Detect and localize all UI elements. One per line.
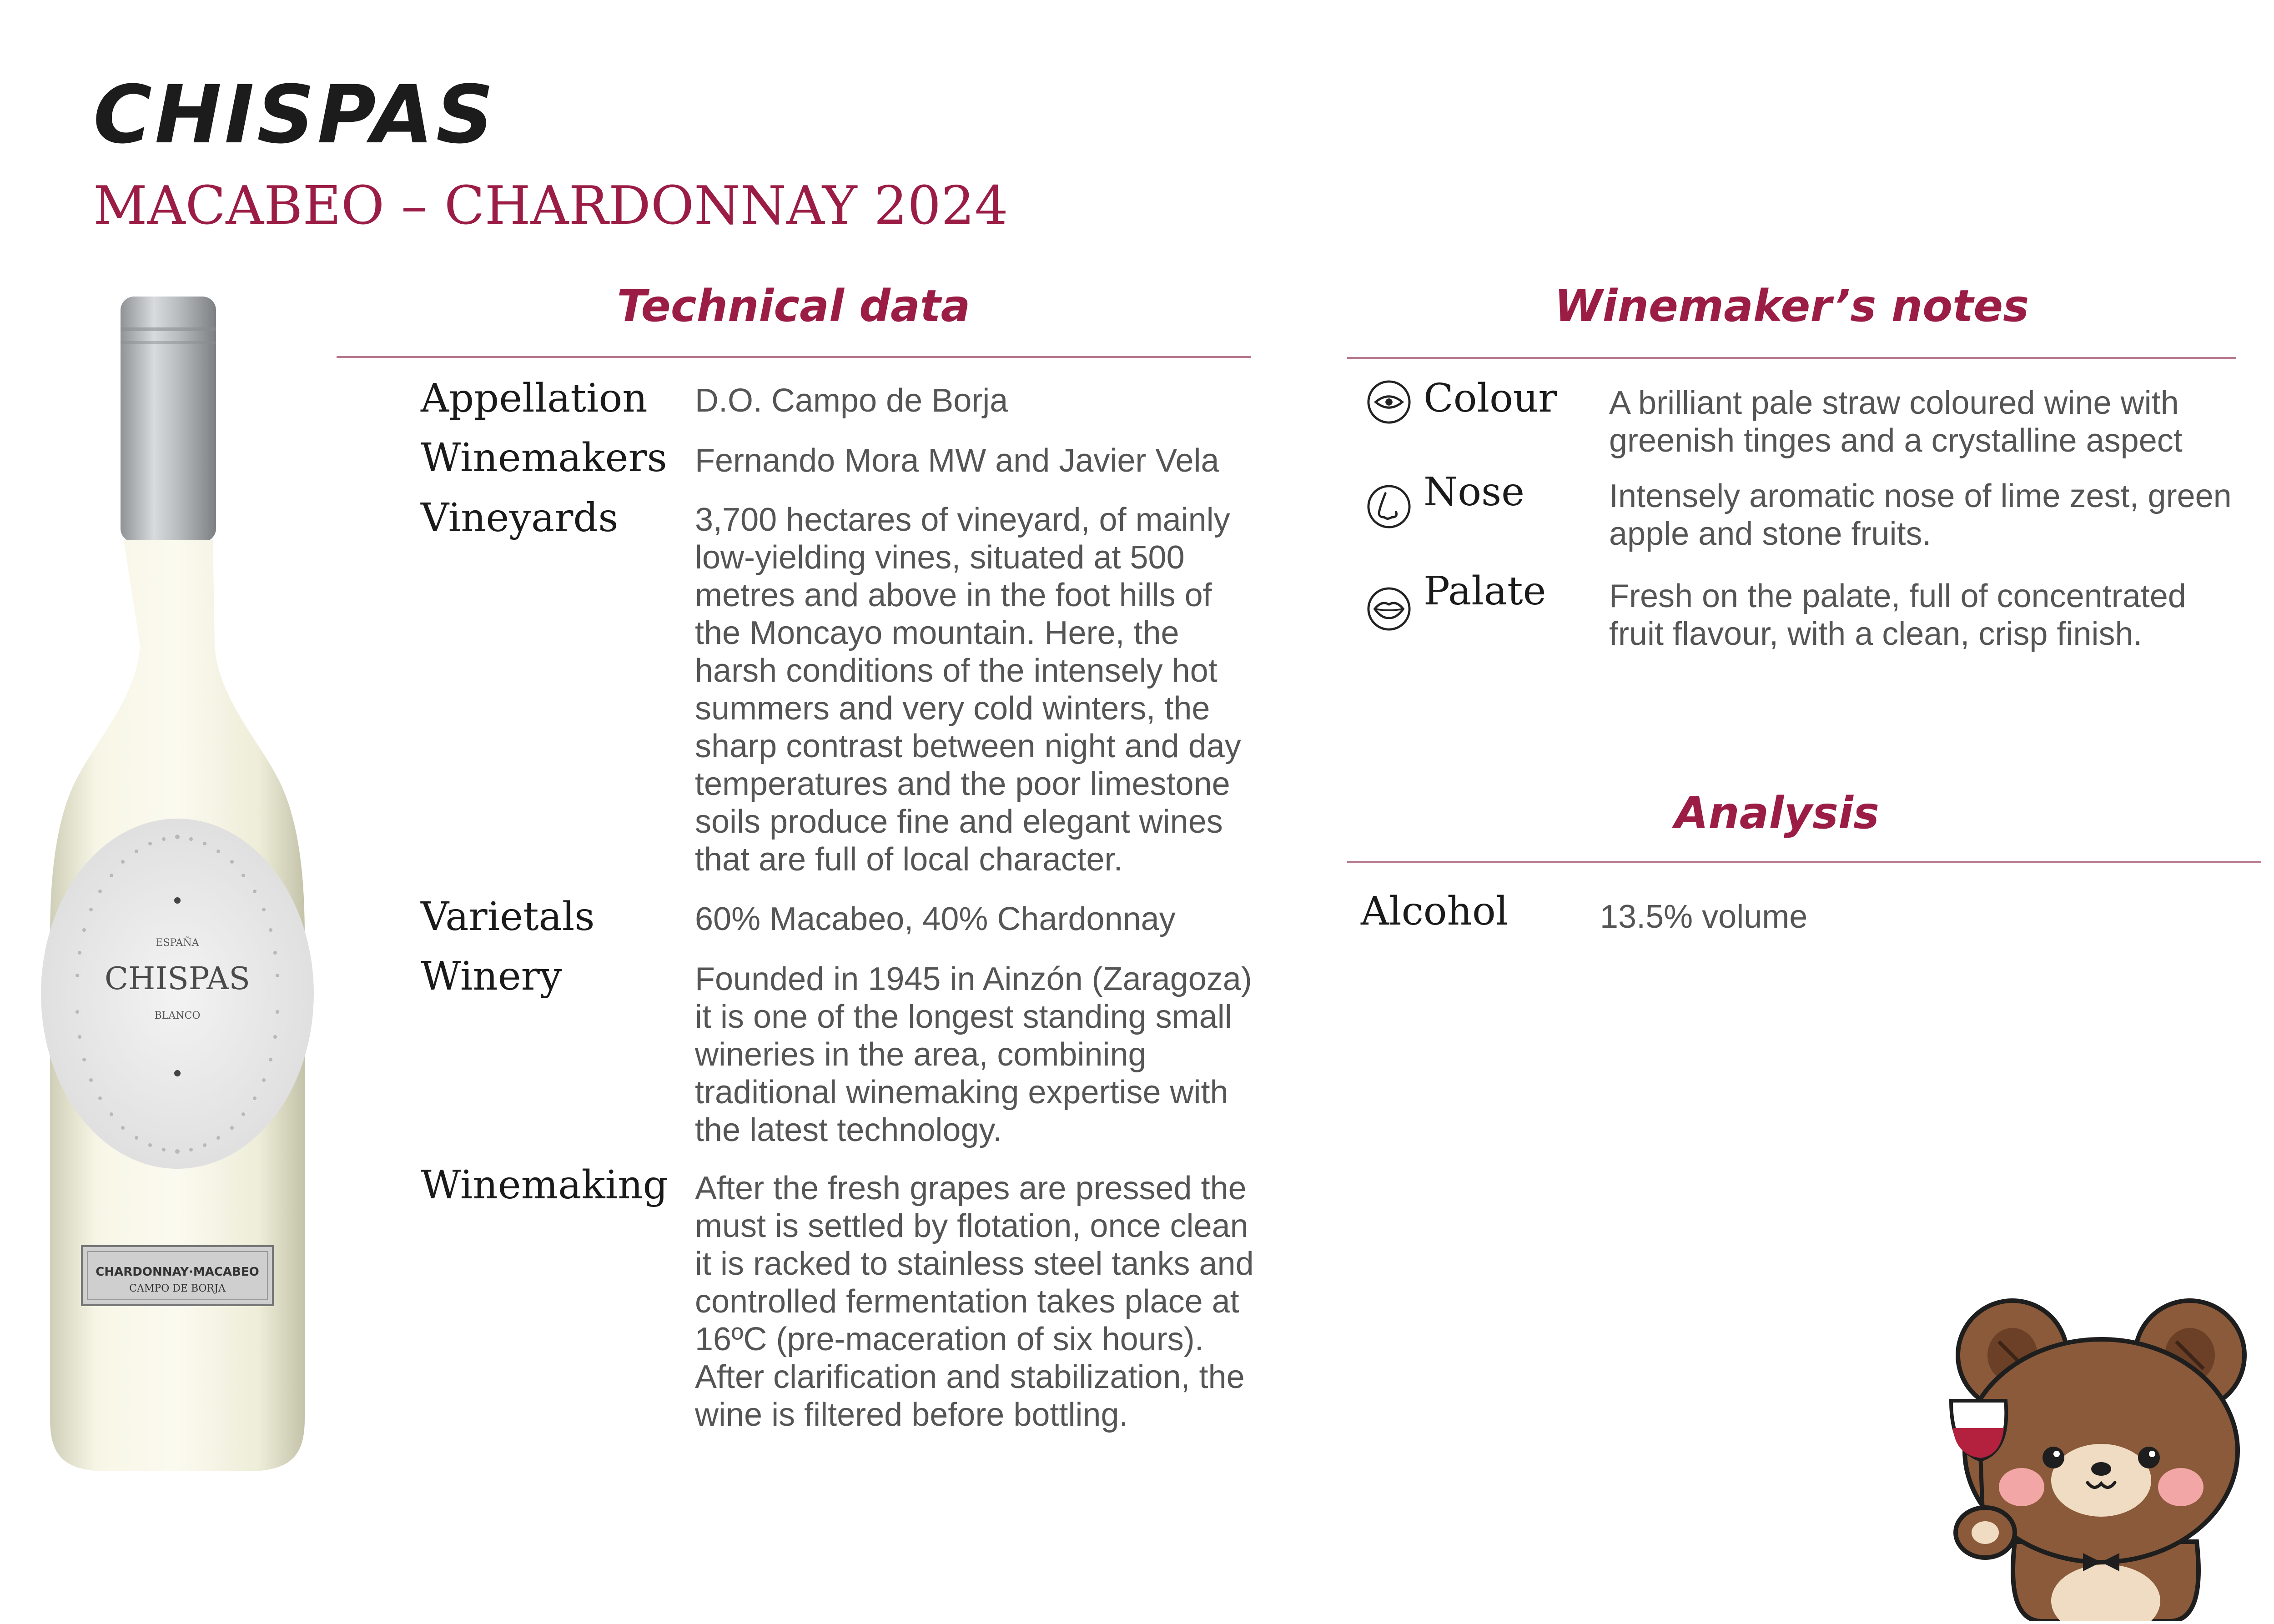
tech-value-winemakers: Fernando Mora MW and Javier Vela: [695, 442, 1219, 479]
tech-label-varietals: Varietals: [421, 894, 595, 940]
note-label-nose: Nose: [1424, 469, 1525, 515]
analysis-heading: Analysis: [1674, 788, 1880, 839]
tech-label-winemakers: Winemakers: [421, 435, 667, 481]
bottle-label-brand: CHISPAS: [105, 961, 250, 997]
wine-bottle-image: [27, 291, 327, 1483]
nose-icon: [1367, 484, 1411, 529]
tech-label-appellation: Appellation: [421, 376, 648, 421]
note-value-palate: Fresh on the palate, full of concentrated fruit flavour, with a clean, crisp finish.: [1609, 578, 2186, 652]
analysis-divider: [1347, 861, 2261, 863]
technical-data-divider: [337, 356, 1251, 358]
tech-value-appellation: D.O. Campo de Borja: [695, 382, 1008, 419]
page-subtitle: MACABEO – CHARDONNAY 2024: [93, 175, 1008, 236]
note-label-colour: Colour: [1424, 376, 1557, 421]
tech-label-winery: Winery: [421, 954, 562, 999]
note-value-colour: A brilliant pale straw coloured wine with greenish tinges and a crystalline aspect: [1609, 385, 2183, 459]
bottle-strip-origin: CAMPO DE BORJA: [129, 1283, 226, 1294]
tech-value-winemaking: After the fresh grapes are pressed the must is settled by flotation, once clean it is racked to stainless steel tanks and controlled fermentation takes place at 16ºC (pre-maceration of six hours). After clarification and stabilization, the wine is filtered before bottling.: [695, 1170, 1254, 1433]
note-value-nose: Intensely aromatic nose of lime zest, green apple and stone fruits.: [1609, 478, 2232, 552]
note-label-palate: Palate: [1424, 568, 1546, 614]
winemakers-notes-heading: Winemaker’s notes: [1554, 281, 2029, 332]
eye-icon: [1367, 380, 1411, 424]
tech-value-vineyards: 3,700 hectares of vineyard, of mainly low-yielding vines, situated at 500 metres and above in the foot hills of the Moncayo mountain. Here, the harsh conditions of the intensely hot summers and very cold winters, the sharp contrast between night and day temperatures and the poor limestone soils produce fine and elegant wines that are full of local character.: [695, 502, 1241, 878]
lips-icon: [1367, 587, 1411, 631]
bottle-label-country: ESPAÑA: [156, 937, 199, 949]
tech-value-winery: Founded in 1945 in Ainzón (Zaragoza) it is one of the longest standing small wineries in the area, combining traditional winemaking expertise with the latest technology.: [695, 961, 1252, 1148]
tech-label-winemaking: Winemaking: [421, 1162, 668, 1208]
tech-label-vineyards: Vineyards: [421, 495, 619, 541]
analysis-label-alcohol: Alcohol: [1361, 889, 1509, 934]
analysis-value-alcohol: 13.5% volume: [1600, 899, 1808, 935]
page-title: CHISPAS: [93, 68, 497, 161]
bottle-label-type: BLANCO: [154, 1010, 201, 1021]
bear-mascot-illustration: [1942, 1287, 2260, 1621]
winemakers-notes-divider: [1347, 357, 2236, 359]
bottle-strip-varietal: CHARDONNAY·MACABEO: [96, 1265, 259, 1279]
technical-data-heading: Technical data: [617, 281, 971, 332]
tech-value-varietals: 60% Macabeo, 40% Chardonnay: [695, 901, 1176, 937]
